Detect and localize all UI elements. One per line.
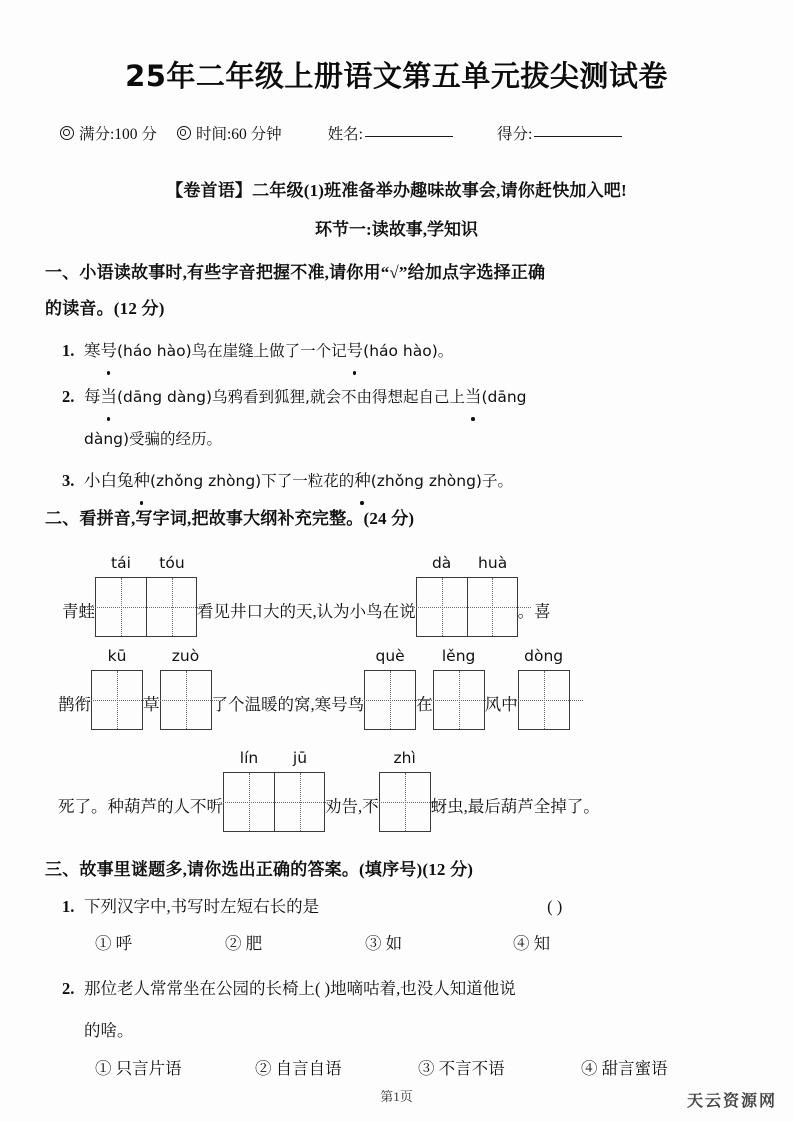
s3-item-1-option-4[interactable]: ④ 知 [513, 934, 551, 953]
time-label: 时间:60 分钟 [195, 126, 282, 143]
s2-row-1 [0, 545, 793, 637]
s1-item-3-p4: (zhǒng zhòng)子。 [370, 472, 513, 490]
s3-item-1-options [95, 930, 550, 954]
section3-heading [45, 852, 755, 888]
s1-item-2-dotchar-2: 当 [465, 380, 482, 414]
writing-cell[interactable] [519, 647, 569, 729]
pinyin-label: huà [478, 554, 508, 572]
writing-cell[interactable] [224, 749, 274, 831]
pinyin-label: zuò [171, 647, 200, 665]
time-item [177, 122, 282, 144]
watermark-text: 天云资源网 [686, 1091, 777, 1110]
s1-item-3-dotchar-1: 种 [134, 464, 151, 498]
s2-r2-writing-grid-4[interactable] [160, 647, 212, 730]
s3-item-2 [62, 972, 516, 1006]
s2-r2-writing-grid-2[interactable] [91, 647, 143, 730]
s3-item-1-option-3[interactable]: ③ 如 [365, 934, 403, 953]
s2-r3-writing-grid-4[interactable] [379, 749, 431, 832]
s2-r2-writing-grid-10[interactable] [518, 647, 570, 730]
writing-cell[interactable] [434, 647, 484, 729]
writing-cell[interactable] [365, 647, 415, 729]
s1-item-1-p0: 寒 [84, 341, 101, 360]
ring-bullet-icon [60, 126, 74, 140]
s3-item-2-option-2[interactable]: ② 自言自语 [255, 1059, 342, 1078]
s2-r1-writing-grid-2[interactable] [95, 554, 197, 637]
writing-cell[interactable] [146, 554, 196, 636]
s3-item-1-option-1[interactable]: ① 呼 [95, 934, 133, 953]
s2-r1-text-5: 。喜 [517, 601, 551, 621]
s1-item-2-l1p0: 每 [84, 387, 101, 406]
writing-cell[interactable] [274, 749, 324, 831]
s3-item-2-stem-line1: 那位老人常常坐在公园的长椅上( )地嘀咕着,也没人知道他说 [84, 979, 516, 998]
s1-item-3-dotchar-2: 种 [354, 464, 371, 498]
s3-item-1 [62, 890, 752, 924]
pinyin-label: kū [107, 647, 127, 665]
s2-r2-writing-grid-6[interactable] [364, 647, 416, 730]
s2-r3-text-1: 死了。种葫芦的人不听 [58, 796, 223, 816]
s1-item-2-line2-text: dàng)受骗的经历。 [84, 430, 223, 448]
s1-item-2-dotchar-1: 当 [101, 380, 118, 414]
name-blank-field[interactable] [365, 135, 453, 137]
writing-cell[interactable] [92, 647, 142, 729]
s2-r2-writing-grid-8[interactable] [433, 647, 485, 730]
s1-item-2-line2 [84, 422, 222, 456]
pinyin-label: lěng [441, 647, 476, 665]
s3-item-2-option-1[interactable]: ① 只言片语 [95, 1059, 182, 1078]
section1-heading [45, 255, 755, 327]
s3-item-2-option-4[interactable]: ④ 甜言蜜语 [581, 1059, 668, 1078]
s1-item-1-dotchar-2: 号 [347, 334, 364, 368]
s1-item-2-l1p4: (dāng [481, 388, 527, 406]
s1-item-3-p2: (zhǒng zhòng)下了一粒花的 [150, 472, 355, 490]
pinyin-label: zhì [393, 749, 416, 767]
pinyin-label: tái [111, 554, 131, 572]
s3-item-1-num: 1. [62, 897, 75, 916]
name-label: 姓名: [327, 126, 363, 143]
pinyin-label: tóu [159, 554, 185, 572]
s1-item-2 [62, 380, 527, 414]
s1-item-2-num: 2. [62, 387, 75, 406]
preface-text: 【卷首语】二年级(1)班准备举办趣味故事会,请你赶快加入吧! [166, 181, 627, 200]
s2-r2-text-3: 草 [143, 694, 160, 714]
full-score-label: 满分:100 分 [79, 126, 157, 143]
s3-item-2-stem-line2: 的啥。 [84, 1021, 134, 1040]
section2-heading-text: 二、看拼音,写字词,把故事大纲补充完整。(24 分) [45, 509, 415, 528]
score-item [497, 122, 622, 144]
section2-heading [45, 501, 755, 537]
section1-heading-line2: 的读音。(12 分) [45, 299, 165, 318]
s2-r3-text-5: 蚜虫,最后葫芦全掉了。 [430, 796, 600, 816]
writing-cell[interactable] [161, 647, 211, 729]
s3-item-2-option-3[interactable]: ③ 不言不语 [418, 1059, 505, 1078]
s2-r1-text-3: 看见井口大的天,认为小鸟在说 [197, 601, 416, 621]
section-subtitle: 环节一:读故事,学知识 [315, 220, 478, 239]
s2-r2-text-1: 鹊衔 [58, 694, 91, 714]
s2-r3-text-3: 劝告,不 [325, 796, 379, 816]
s3-item-1-answer-box[interactable]: ( ) [547, 897, 563, 916]
s2-r2-text-7: 在 [416, 694, 433, 714]
ring-bullet-icon [177, 126, 191, 140]
s3-item-2-options [95, 1055, 668, 1079]
s3-item-1-stem: 下列汉字中,书写时左短右长的是 [84, 897, 320, 916]
s3-item-2-num: 2. [62, 979, 75, 998]
s2-r2-text-5: 了个温暖的窝,寒号鸟 [211, 694, 365, 714]
pinyin-label: jū [292, 749, 308, 767]
s2-r3-writing-grid-2[interactable] [223, 749, 325, 832]
pinyin-label: què [375, 647, 405, 665]
writing-cell[interactable] [467, 554, 517, 636]
s1-item-1-p4: (háo hào)。 [363, 342, 454, 360]
exam-info-bar [60, 122, 750, 144]
s2-r1-text-1: 青蛙 [62, 601, 95, 621]
writing-cell[interactable] [380, 749, 430, 831]
s1-item-1-p2: (háo hào)鸟在崖缝上做了一个记 [117, 342, 347, 360]
s1-item-1-num: 1. [62, 341, 75, 360]
s1-item-1 [62, 334, 453, 368]
s1-item-3 [62, 464, 513, 498]
writing-cell[interactable] [417, 554, 467, 636]
full-score-item [60, 122, 157, 144]
score-blank-field[interactable] [534, 135, 622, 137]
page-title: 25年二年级上册语文第五单元拔尖测试卷 [125, 59, 668, 93]
s3-item-1-option-2[interactable]: ② 肥 [225, 934, 263, 953]
s1-item-1-dotchar-1: 号 [101, 334, 118, 368]
score-label: 得分: [496, 126, 533, 143]
name-item [328, 122, 453, 144]
writing-cell[interactable] [96, 554, 146, 636]
s2-r2-text-9: 风中 [484, 694, 518, 714]
s1-item-3-num: 3. [62, 471, 75, 490]
pinyin-label: lín [239, 749, 259, 767]
pinyin-label: dà [431, 554, 452, 572]
s3-item-2-stem-line2-wrap [84, 1014, 134, 1048]
section1-heading-line1: 一、小语读故事时,有些字音把握不准,请你用“√”给加点字选择正确 [45, 263, 546, 282]
section3-heading-text: 三、故事里谜题多,请你选出正确的答案。(填序号)(12 分) [45, 860, 474, 879]
s1-item-3-p0: 小白兔 [84, 471, 134, 490]
footer-page-number: 第1页 [380, 1089, 413, 1104]
s2-row-2 [0, 638, 793, 730]
pinyin-label: dòng [524, 647, 564, 665]
s1-item-2-l1p2: (dāng dàng)乌鸦看到狐狸,就会不由得想起自己上 [117, 388, 465, 406]
s2-r1-writing-grid-4[interactable] [416, 554, 518, 637]
s2-row-3 [0, 740, 793, 832]
